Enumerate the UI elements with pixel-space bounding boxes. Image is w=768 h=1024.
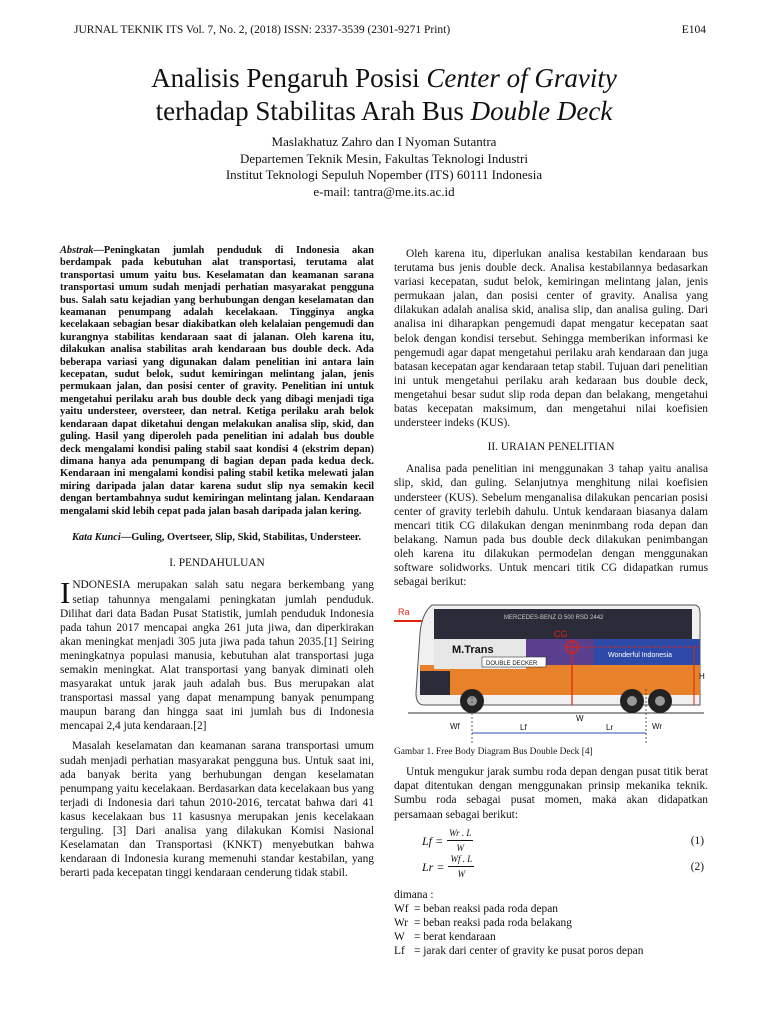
- def-desc: = jarak dari center of gravity ke pusat poros depan: [414, 945, 644, 957]
- journal-info: JURNAL TEKNIK ITS Vol. 7, No. 2, (2018) ISSN: 2337-3539 (2301-9271 Print): [74, 24, 451, 36]
- keywords-text: —Guling, Overtseer, Slip, Skid, Stabilitas, Understeer.: [120, 531, 362, 543]
- bus-diagram: [394, 593, 708, 743]
- method-paragraph-1: Analisa pada penelitian ini menggunakan 3 tahap yaitu analisa slip, skid, dan guling. Selanjutnya menghitung nilai koefisien understeer (KUS). Sebelum menganalisa dilakukan pencarian posisi center of gravity terlebih dahulu. Untuk kendaraan biasanya dalam mencari titik CG dilakukan dengan meninmbang roda depan dan belakang. Namun pada bus double deck dilakukan penimbangan oleh karena itu dilakukan permodelan dengan menggunakan software solidworks. Untuk mencari titik CG didapatkan rumus sebagai berikut:: [394, 463, 708, 589]
- def-symbol: W: [394, 930, 405, 943]
- figure-caption: Gambar 1. Free Body Diagram Bus Double Deck [4]: [394, 747, 593, 758]
- eq1-den: W: [456, 843, 464, 854]
- definition-item: [394, 916, 708, 930]
- drop-cap: I: [60, 575, 71, 611]
- wf-label: Wf: [450, 722, 460, 732]
- eq1-number: (1): [690, 834, 704, 847]
- eq1-lhs: Lf =: [422, 833, 444, 848]
- right-paragraph-1: Oleh karena itu, diperlukan analisa kestabilan kendaraan bus terutama bus jenis double deck. Analisa kestabilannya bedasarkan variasi kecepatan, sudut belok, kemiringan melintang jalan, jenis permukaan jalan, dan posisi center of gravity. Analisa yang dilakukan adalah analisa skid, analisa slip, dan analisa guling. Dari analisa ini diharapkan pengemudi dapat mengatur kecepatan saat belok dengan kondisi tersebut. Sehingga memberikan informasi ke pengemudi agar dapat mengetahui perilaku arah kendaraan dan juga batasan kecepatan agar kendaraan tetap stabil. Tujuan dari penelitian ini untuk mengetahui perilaku arah kedaraan bus double deck, mengetahui besar sudut slip roda depan dan belakang, mengetahui batas kecepatan maksimum, dan mengetahui nilai koefisien understeer indeks (KUS).: [394, 248, 708, 430]
- section-heading-intro: I. PENDAHULUAN: [169, 557, 265, 570]
- def-symbol: Lf: [394, 945, 405, 957]
- w-label: W: [576, 714, 584, 724]
- def-desc: = beban reaksi pada roda depan: [414, 902, 558, 915]
- author-dept: Departemen Teknik Mesin, Fakultas Teknologi Industri: [240, 150, 528, 166]
- running-header: [74, 24, 706, 36]
- abstract-text: —Peningkatan jumlah penduduk di Indonesia akan berdampak pada kebutuhan alat transportasi, terutama alat transportasi umum yaitu bus. Keselamatan dan keamanan sarana transportasi umum sudah menjadi perhatian masyarakat pengguna bus. Salah satu kejadian yang berhubungan dengan keselamatan dan keamanan penumpang adalah kecelakaan. Tingginya angka kecelakaan sebagian besar diakibatkan oleh kelalaian pengemudi dan kurangnya stabilitas kendaraan saat di jalanan. Oleh karena itu, dilakukan analisa stabilitas arah kendaraan bus double deck. Ada beberapa variasi yang digunakan dalam penelitian ini antara lain kecepatan, sudut belok, sudut kemiringan melintang jalan, jenis permukaan jalan, dan posisi center of gravity. Penelitian ini untuk mengetahui perilaku arah bus double deck yang dibagi menjadi tiga yaitu understeer, oversteer, dan netral. Ketiga perilaku arah belok kendaraan dapat diketahui dengan melakukan analisa slip, skid, dan guling. Hasil yang diperoleh pada penelitian ini adalah bus double deck mengalami kondisi paling stabil saat kondisi 4 (ekstrim depan) dimana hanya ada penumpang di bagian depan pada kedua deck. Kendaraan ini mengalami kondisi paling stabil ketika melewati jalan miring daripada jalan datar karena sudut slip nya semakin kecil dengan bertambahnya sudut kemiringan melintang jalan. Kendaraan mengalami skid lebih cepat pada jalan basah daripada jalan kering.: [60, 245, 374, 517]
- method-paragraph-2: Untuk mengukur jarak sumbu roda depan dengan pusat titik berat dapat ditentukan dengan menggunakan prinsip mekanika teknik. Sumbu roda sebagai pusat momen, maka akan didapatkan persamaan sebagai berikut:: [394, 766, 708, 821]
- eq2-lhs: Lr =: [422, 859, 445, 874]
- lower-window-front: [420, 671, 450, 695]
- brand-label: M.Trans: [452, 644, 494, 657]
- def-desc: = beban reaksi pada roda belakang: [414, 916, 572, 929]
- wonderful-label: Wonderful Indonesia: [608, 652, 673, 660]
- title-line2-a: terhadap Stabilitas Arah Bus: [155, 96, 471, 126]
- intro-p1-text: NDONESIA merupakan salah satu negara berkembang yang setiap tahunnya mengalami peningkatan jumlah penduduk. Dilihat dari data Badan Pusat Statistik, jumlah penduduk Indonesia pada tahun 2017 mencapai angka 261 juta jiwa, dan diperkirakan akan meningkat menjadi 305 juta jiwa pada tahun 2035.[1] Seiring meningkatnya populasi manusia, kebutuhan alat transportasi juga semakin meningkat. Alat transportasi yang banyak diminati oleh masyarakat untuk jarak jauh adalah bus. Bus merupakan alat transportasi massal yang dapat menampung banyak penumpang maupun barang dan hingga saat ini jumlah bus di Indonesia mencapai 2,4 juta kendaraan.[2]: [60, 579, 374, 733]
- author-institution: Institut Teknologi Sepuluh Nopember (ITS) 60111 Indonesia: [225, 167, 543, 182]
- section-heading-method: II. URAIAN PENELITIAN: [487, 441, 615, 454]
- title-line2-b: Double Deck: [470, 96, 613, 126]
- def-symbol: Wf: [394, 902, 409, 915]
- eq2-den: W: [457, 869, 466, 880]
- keywords: [60, 532, 374, 544]
- author-block: [0, 134, 768, 200]
- dimana-label: dimana :: [394, 888, 434, 901]
- title-line1-a: Analisis Pengaruh Posisi: [151, 63, 427, 93]
- definition-item: [394, 930, 708, 944]
- keywords-label: Kata Kunci: [72, 531, 121, 543]
- intro-paragraph-1: [60, 575, 374, 733]
- cg-label: CG: [554, 629, 568, 640]
- equation-1: [394, 828, 708, 854]
- left-column: [60, 245, 374, 880]
- definition-item: [394, 944, 708, 958]
- equation-2: [394, 854, 708, 880]
- author-names: Maslakhatuz Zahro dan I Nyoman Sutantra: [271, 134, 497, 149]
- paper-title: [0, 62, 768, 128]
- bus-figure: [394, 593, 708, 743]
- h-label: H: [699, 672, 705, 682]
- rear-hub-2: [655, 696, 665, 706]
- title-line1-b: Center of Gravity: [426, 63, 617, 93]
- def-symbol: Wr: [394, 916, 409, 929]
- eq1-num: Wr . L: [447, 826, 473, 841]
- lr-label: Lr: [606, 723, 614, 733]
- ra-label: Ra: [398, 607, 410, 618]
- plate-text: MERCEDES-BENZ O 500 RSD 2442: [504, 615, 604, 622]
- lf-label: Lf: [520, 723, 527, 733]
- abstract-label: Abstrak: [60, 245, 94, 256]
- deck-label: DOUBLE DECKER: [486, 661, 538, 668]
- definition-item: [394, 902, 708, 916]
- def-desc: = berat kendaraan: [414, 930, 496, 943]
- intro-paragraph-2: Masalah keselamatan dan keamanan sarana transportasi umum sudah menjadi perhatian masyarakat pengguna bus. Untuk saat ini, ada banyak berita yang berhubungan dengan keselamatan penumpang yaitu kecelakaan. Berdasarkan data kecelakaan bus yang terjadi di Indonesia dari tahun 2010-2016, tercatat bahwa dari 41 kasus kecelakaan bus 11 kasusnya merupakan jenis kecelakaan terguling. [3] Dari analisa yang dilakukan Komisi Nasional Keselamatan dan Transportasi (KNKT) menyebutkan bahwa kendaraan di Indonesia kurang memenuhi standar kestabilan, yang berarti pada kecepatan tinggi kendaraan cenderung tidak stabil.: [60, 740, 374, 880]
- eq2-number: (2): [690, 860, 704, 873]
- eq2-num: Wf . L: [448, 852, 474, 867]
- author-email[interactable]: e-mail: tantra@me.its.ac.id: [313, 183, 455, 199]
- wr-label: Wr: [652, 722, 663, 732]
- abstract: [60, 245, 374, 518]
- page-number: E104: [681, 24, 706, 36]
- definitions-list: [394, 888, 708, 958]
- rear-hub-1: [627, 696, 637, 706]
- right-column: [394, 247, 708, 958]
